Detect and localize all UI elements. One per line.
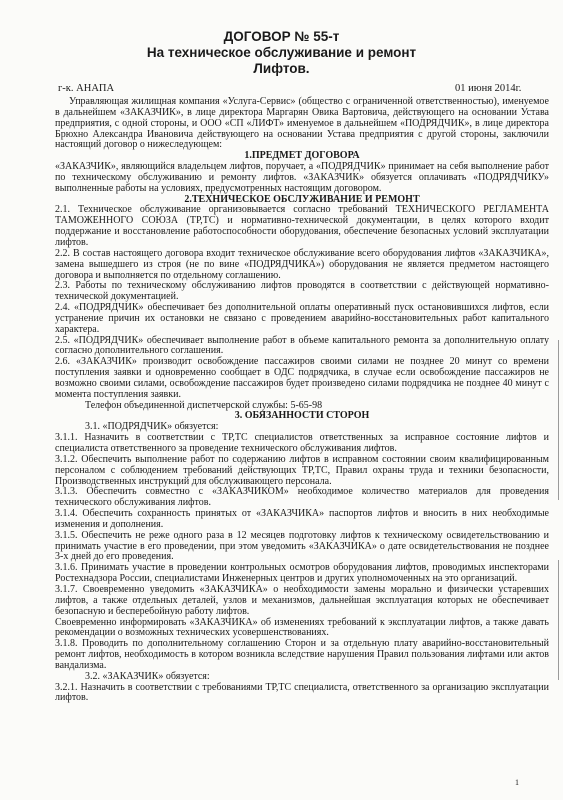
- contract-paragraph: 2.6. «ЗАКАЗЧИК» производит освобождение пассажиров своими силами не позднее 20 минут со времени поступления заявки и одновременно сообщает в ОДС подрядчика, в случае если освобождение пассажиров не возможно своими силами, освобождение пассажиров будет произведено силами подрядчика не позднее 40 минут с момента поступления заявки.: [55, 356, 549, 400]
- scan-edge-line: [558, 560, 559, 680]
- contract-paragraph: 2.2. В состав настоящего договора входит техническое обслуживание всего оборудования лифтов «ЗАКАЗЧИКА», замена вышедшего из строя (не по вине «ПОДРЯДЧИКА») оборудования не является предметом настоящего договора и выполняется по отдельному соглашению.: [55, 247, 549, 281]
- contract-paragraph: Своевременно информировать «ЗАКАЗЧИКА» об изменениях требований к эксплуатации лифтов, а также давать рекомендации о возможных технических усовершенствованиях.: [55, 616, 549, 639]
- contract-paragraph: 3.1.8. Проводить по дополнительному соглашению Сторон и за отдельную плату аварийно-восстановительный ремонт лифтов, необходимость в котором возникла вследствие нарушения Правил пользования лифтами или актов вандализма.: [55, 638, 549, 671]
- contract-subtitle: На техническое обслуживание и ремонт: [146, 45, 417, 60]
- contract-paragraph: 3.1.1. Назначить в соответствии с ТР,ТС специалистов ответственных за исправное состояние лифтов и специалиста ответственного за проведение технического обслуживания лифтов.: [55, 432, 549, 454]
- section-heading: 2.ТЕХНИЧЕСКОЕ ОБСЛУЖИВАНИЕ И РЕМОНТ: [184, 193, 420, 205]
- section-heading: 3. ОБЯЗАННОСТИ СТОРОН: [234, 410, 370, 422]
- contract-city: г-к. АНАПА: [58, 83, 115, 94]
- contract-paragraph: 3.2. «ЗАКАЗЧИК» обязуется:: [85, 670, 210, 682]
- contract-paragraph: 3.1.4. Обеспечить сохранность принятых от «ЗАКАЗЧИКА» паспортов лифтов и вносить в них необходимые изменения и дополнения.: [55, 508, 549, 530]
- contract-paragraph: 3.1. «ПОДРЯДЧИК» обязуется:: [85, 421, 219, 433]
- contract-date: 01 июня 2014г.: [455, 83, 522, 94]
- section-heading: 1.ПРЕДМЕТ ДОГОВОРА: [244, 150, 360, 162]
- contract-paragraph: 2.4. «ПОДРЯДЧИК» обеспечивает без дополнительной оплаты оперативный пуск остановившихся лифтов, если устранение причин их остановки не связано с проведением аварийно-восстановительных работ капитального характера.: [55, 302, 549, 335]
- contract-paragraph: 3.1.5. Обеспечить не реже одного раза в 12 месяцев подготовку лифтов к техническому освидетельствованию и принимать участие в его проведении, при этом уведомить «ЗАКАЗЧИКА» о дате освидетельствования не позднее 3-х дней до его проведения.: [55, 529, 549, 563]
- contract-subtitle-2: Лифтов.: [253, 61, 310, 76]
- contract-paragraph: 3.1.6. Принимать участие в проведении контрольных осмотров оборудования лифтов, проводимых инспекторами Ростехнадзора России, специалистами Инженерных центров и других уполномоченных на это организаций.: [55, 562, 549, 585]
- contract-paragraph: 2.3. Работы по техническому обслуживанию лифтов проводятся в соответствии с действующей нормативно-технической документацией.: [55, 280, 549, 303]
- contract-paragraph: 3.1.3. Обеспечить совместно с «ЗАКАЗЧИКОМ» необходимое количество материалов для проведения технического обслуживания лифтов.: [55, 486, 549, 509]
- contract-paragraph: 3.1.7. Своевременно уведомить «ЗАКАЗЧИКА» о необходимости замены морально и физически устаревших лифтов, а также отдельных деталей, узлов и механизмов, дальнейшая эксплуатация которых не обеспечивает безопасную и бесперебойную работу лифтов.: [55, 583, 549, 617]
- contract-paragraph: 2.1. Техническое обслуживание организовывается согласно требований ТЕХНИЧЕСКОГО РЕГЛАМЕНТА ТАМОЖЕННОГО СОЮЗА (ТР,ТС) и нормативно-технической документации, в целях которого входит поддержание и восстановление работоспособности оборудования, обеспечение безопасных условий эксплуатации лифтов.: [55, 204, 549, 248]
- page-number: 1: [515, 778, 519, 787]
- contract-paragraph: 3.2.1. Назначить в соответствии с требованиями ТР,ТС специалиста, ответственного за организацию эксплуатации лифтов.: [55, 681, 549, 704]
- contract-title: ДОГОВОР № 55-т: [223, 29, 340, 44]
- contract-paragraph: Телефон объединенной диспетчерской службы: 5-65-98: [85, 399, 323, 411]
- contract-paragraph: 3.1.2. Обеспечить выполнение работ по содержанию лифтов в исправном состоянии своим квалифицированным персоналом с соблюдением требований действующих ТР,ТС, Правил охраны труда и техники безопасности, Производственных инструкций для обслуживающего персонала.: [55, 453, 549, 487]
- contract-body: [55, 97, 549, 704]
- contract-paragraph: «ЗАКАЗЧИК», являющийся владельцем лифтов, поручает, а «ПОДРЯДЧИК» принимает на себя выполнение работ по техническому обслуживанию и ремонту лифтов. «ЗАКАЗЧИК» обязуется оплачивать «ПОДРЯДЧИКУ» выполненные работы на условиях, предусмотренных настоящим договором.: [55, 161, 549, 194]
- contract-paragraph: 2.5. «ПОДРЯДЧИК» обеспечивает выполнение работ в объеме капитального ремонта за дополнительную оплату согласно дополнительного соглашения.: [55, 334, 549, 357]
- contract-paragraph: Управляющая жилищная компания «Услуга-Сервис» (общество с ограниченной ответственностью), именуемое в дальнейшем «ЗАКАЗЧИК», в лице директора Маргарян Овика Вартовича, действующего на основании Устава предприятия, с одной стороны, и ООО «СП «ЛИФТ» именуемое в дальнейшем «ПОДРЯДЧИК», в лице директора Брюхно Александра Ивановича действующего на основании Устава предприятия с другой стороны, заключили настоящий договор о нижеследующем:: [55, 96, 549, 151]
- scan-edge-line: [558, 340, 559, 500]
